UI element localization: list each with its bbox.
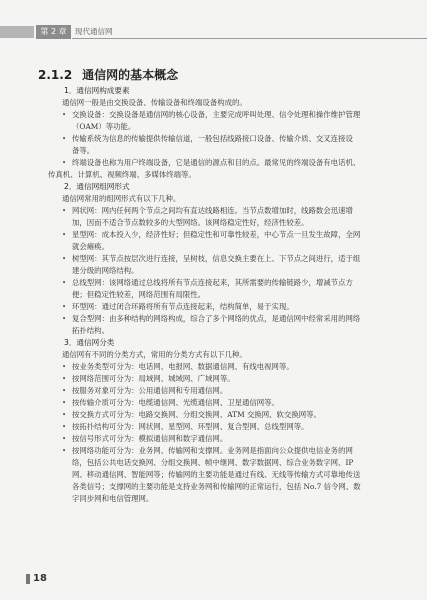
bullet-icon: • bbox=[62, 423, 67, 431]
intro-paragraph: 通信网有不同的分类方式，常用的分类方式有以下几种。 bbox=[62, 350, 247, 359]
bullet-line: 终端设备也称为用户终端设备，它是通信的源点和目的点。最常见的终端设备有电话机、 bbox=[72, 158, 361, 167]
bullet-line: 建分级的网络结构。 bbox=[72, 266, 139, 275]
bullet-line: 传真机、计算机、视频终端、多媒体终端等。 bbox=[48, 170, 196, 179]
bullet-line: 按服务对象可分为：公用通信网和专用通信网。 bbox=[72, 386, 228, 395]
bullet-line: 按业务类型可分为：电话网、电报网、数据通信网、有线电视网等。 bbox=[72, 362, 294, 371]
header-rule bbox=[72, 38, 427, 39]
bullet-line: 总线型网：该网络通过总线将所有节点连接起来，其所需要的传输链路少，增减节点方 bbox=[72, 278, 353, 287]
bullet-line: （OAM）等功能。 bbox=[72, 122, 136, 131]
bullet-line: 备等。 bbox=[72, 146, 95, 155]
bullet-icon: • bbox=[62, 279, 67, 287]
bullet-item bbox=[62, 133, 377, 157]
bullet-icon: • bbox=[62, 447, 67, 455]
bullet-item bbox=[62, 277, 377, 301]
bullet-line: 树型网：其节点按层次进行连接，呈树枝，信息交换主要在上、下节点之间进行，适于组 bbox=[72, 254, 361, 263]
bullet-icon: • bbox=[62, 375, 67, 383]
bullet-icon: • bbox=[62, 255, 67, 263]
bullet-line: 络，包括公共电话交换网、分组交换网、帧中继网、数字数据网、综合业务数字网、IP bbox=[72, 458, 354, 467]
bullet-icon: • bbox=[62, 135, 67, 143]
running-header-title: 现代通信网 bbox=[75, 27, 113, 36]
bullet-icon: • bbox=[62, 159, 67, 167]
bullet-line: 便；但稳定性较差，网络范围有局限性。 bbox=[72, 290, 206, 299]
subsection-heading: 3．通信网分类 bbox=[64, 338, 115, 347]
bullet-line: 各类信号；支撑网的主要功能是支持业务网和传输网的正常运行，包括 No.7 信令网、数 bbox=[72, 482, 361, 491]
bullet-line: 按拓扑结构可分为：网状网、星型网、环型网、复合型网、总线型网等。 bbox=[72, 422, 309, 431]
bullet-item bbox=[62, 301, 377, 313]
bullet-item bbox=[62, 205, 377, 229]
intro-paragraph: 通信网常用的组网形式有以下几种。 bbox=[62, 194, 181, 203]
bullet-item bbox=[62, 361, 377, 373]
section-heading bbox=[38, 66, 178, 83]
bullet-line: 按网络功能可分为：业务网、传输网和支撑网。业务网是指面向公众提供电信业务的网 bbox=[72, 446, 353, 455]
bullet-line: 按交换方式可分为：电路交换网、分组交换网、ATM 交换网、软交换网等。 bbox=[72, 410, 321, 419]
section-title: 通信网的基本概念 bbox=[82, 68, 179, 82]
bullet-line: 加，因而不适合节点数较多的大型网络。该网络稳定性好，经济性较差。 bbox=[72, 218, 309, 227]
bullet-line: 星型网：成本投入少，经济性好；但稳定性和可靠性较差，中心节点一旦发生故障，全网 bbox=[72, 230, 361, 239]
intro-paragraph: 通信网一般是由交换设备、传输设备和终端设备构成的。 bbox=[62, 98, 247, 107]
bullet-line: 复合型网：由多种结构的网络构成，综合了多个网络的优点，是通信网中经常采用的网络 bbox=[72, 314, 361, 323]
subsection-heading: 1．通信网构成要素 bbox=[64, 86, 130, 95]
page-number: 18 bbox=[33, 573, 47, 584]
section-number: 2.1.2 bbox=[38, 68, 73, 82]
bullet-line: 字同步网和电信管理网。 bbox=[72, 494, 154, 503]
bullet-item bbox=[62, 385, 377, 397]
bullet-icon: • bbox=[62, 363, 67, 371]
chapter-tab: 第 2 章 bbox=[36, 25, 71, 39]
bullet-item bbox=[62, 433, 377, 445]
bullet-item bbox=[62, 421, 377, 433]
bullet-line: 网、移动通信网、智能网等；传输网的主要功能是通过有线、无线等传输方式可靠地传送 bbox=[72, 470, 361, 479]
bullet-item bbox=[48, 157, 377, 181]
bullet-icon: • bbox=[62, 207, 67, 215]
bullet-item bbox=[62, 229, 377, 253]
bullet-line: 按信号形式可分为：模拟通信网和数字通信网。 bbox=[72, 434, 228, 443]
bullet-item bbox=[62, 253, 377, 277]
bullet-icon: • bbox=[62, 303, 67, 311]
bullet-line: 环型网：通过闭合环路将所有节点连接起来，结构简单，易于实现。 bbox=[72, 302, 294, 311]
bullet-icon: • bbox=[62, 435, 67, 443]
bullet-item bbox=[62, 373, 377, 385]
bullet-icon: • bbox=[62, 231, 67, 239]
bullet-item bbox=[62, 397, 377, 409]
bullet-item bbox=[62, 109, 377, 133]
bullet-line: 传输系统为信息的传输提供传输信道，一般包括线路接口设备、传输介质、交叉连接设 bbox=[72, 134, 353, 143]
bullet-line: 拓扑结构。 bbox=[72, 326, 109, 335]
bullet-icon: • bbox=[62, 399, 67, 407]
bullet-line: 网状网：网内任何两个节点之间均有直达线路相连。当节点数增加时，线路数会迅速增 bbox=[72, 206, 353, 215]
bullet-item bbox=[62, 409, 377, 421]
bullet-icon: • bbox=[62, 387, 67, 395]
header-left-bar bbox=[0, 26, 34, 38]
bullet-line: 就会瘫痪。 bbox=[72, 242, 109, 251]
body-text bbox=[48, 85, 377, 505]
bullet-item bbox=[62, 313, 377, 337]
subsection-heading: 2．通信网组网形式 bbox=[64, 182, 130, 191]
bullet-item bbox=[62, 445, 377, 505]
bullet-line: 按传输介质可分为：电缆通信网、光缆通信网、卫星通信网等。 bbox=[72, 398, 279, 407]
bullet-icon: • bbox=[62, 411, 67, 419]
bullet-icon: • bbox=[62, 111, 67, 119]
bullet-line: 交换设备：交换设备是通信网的核心设备，主要完成呼叫处理、信令处理和操作维护管理 bbox=[72, 110, 361, 119]
bullet-line: 按网络范围可分为：局域网、城域网、广域网等。 bbox=[72, 374, 235, 383]
bullet-icon: • bbox=[62, 315, 67, 323]
page-number-marker bbox=[26, 574, 30, 584]
